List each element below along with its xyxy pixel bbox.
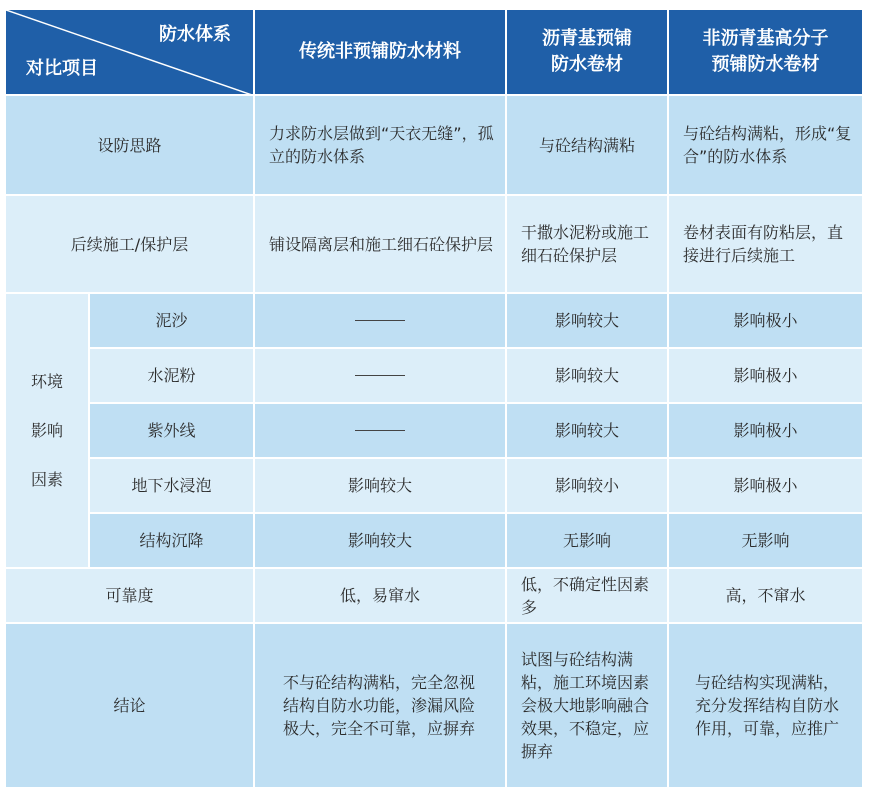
env-cell: 影响极小 (669, 404, 862, 459)
dash-mark (355, 320, 405, 321)
header-col3 (669, 10, 862, 96)
env-cell: 影响较大 (507, 294, 669, 349)
header-col2-line1: 沥青基预铺 (542, 28, 632, 49)
env-row (90, 404, 862, 459)
row-label: 可靠度 (6, 569, 255, 624)
env-cell-dash (255, 294, 507, 349)
env-row (90, 514, 862, 569)
table-header-row (6, 10, 862, 96)
env-group-label (6, 294, 90, 569)
env-cell: 无影响 (507, 514, 669, 569)
comparison-table (6, 10, 862, 789)
env-cell: 影响极小 (669, 349, 862, 404)
corner-top-label: 防水体系 (159, 24, 231, 45)
env-cell: 影响较大 (255, 459, 507, 514)
env-row (90, 349, 862, 404)
env-subrows (90, 294, 862, 569)
env-row (90, 294, 862, 349)
row-cell: 干撒水泥粉或施工细石砼保护层 (507, 196, 669, 294)
row-cell: 铺设隔离层和施工细石砼保护层 (255, 196, 507, 294)
env-cell: 无影响 (669, 514, 862, 569)
env-label: 地下水浸泡 (90, 459, 255, 514)
env-cell: 影响极小 (669, 459, 862, 514)
table-row (6, 624, 862, 789)
dash-mark (355, 375, 405, 376)
header-col1: 传统非预铺防水材料 (255, 10, 507, 96)
row-cell: 试图与砼结构满粘，施工环境因素会极大地影响融合效果，不稳定，应摒弃 (507, 624, 669, 789)
table-row (6, 96, 862, 196)
row-cell: 与砼结构满粘 (507, 96, 669, 196)
row-cell: 与砼结构实现满粘，充分发挥结构自防水作用，可靠，应推广 (669, 624, 862, 789)
row-cell: 不与砼结构满粘，完全忽视结构自防水功能，渗漏风险极大，完全不可靠，应摒弃 (255, 624, 507, 789)
diagonal-corner-cell (6, 10, 255, 96)
env-cell: 影响较大 (255, 514, 507, 569)
env-cell: 影响较大 (507, 349, 669, 404)
header-col3-line1: 非沥青基高分子 (702, 28, 829, 49)
env-label-line1: 环境 (30, 372, 63, 391)
env-label: 水泥粉 (90, 349, 255, 404)
row-label: 结论 (6, 624, 255, 789)
env-cell: 影响极小 (669, 294, 862, 349)
env-label: 结构沉降 (90, 514, 255, 569)
corner-bottom-label: 对比项目 (26, 58, 98, 79)
row-cell: 与砼结构满粘，形成“复合”的防水体系 (669, 96, 862, 196)
table-row (6, 196, 862, 294)
row-label: 设防思路 (6, 96, 255, 196)
env-label: 紫外线 (90, 404, 255, 459)
row-cell: 力求防水层做到“天衣无缝”，孤立的防水体系 (255, 96, 507, 196)
env-cell-dash (255, 404, 507, 459)
row-cell: 高，不窜水 (669, 569, 862, 624)
dash-mark (355, 430, 405, 431)
env-group (6, 294, 862, 569)
header-col2-line2: 防水卷材 (551, 54, 623, 75)
env-label-line2: 影响 (30, 421, 63, 440)
table-row (6, 569, 862, 624)
env-cell-dash (255, 349, 507, 404)
env-label-line3: 因素 (30, 470, 63, 489)
row-label: 后续施工/保护层 (6, 196, 255, 294)
header-col3-line2: 预铺防水卷材 (711, 54, 820, 75)
row-cell: 卷材表面有防粘层，直接进行后续施工 (669, 196, 862, 294)
env-cell: 影响较大 (507, 404, 669, 459)
env-label: 泥沙 (90, 294, 255, 349)
row-cell: 低，易窜水 (255, 569, 507, 624)
row-cell: 低，不确定性因素多 (507, 569, 669, 624)
env-cell: 影响较小 (507, 459, 669, 514)
header-col2 (507, 10, 669, 96)
env-row (90, 459, 862, 514)
